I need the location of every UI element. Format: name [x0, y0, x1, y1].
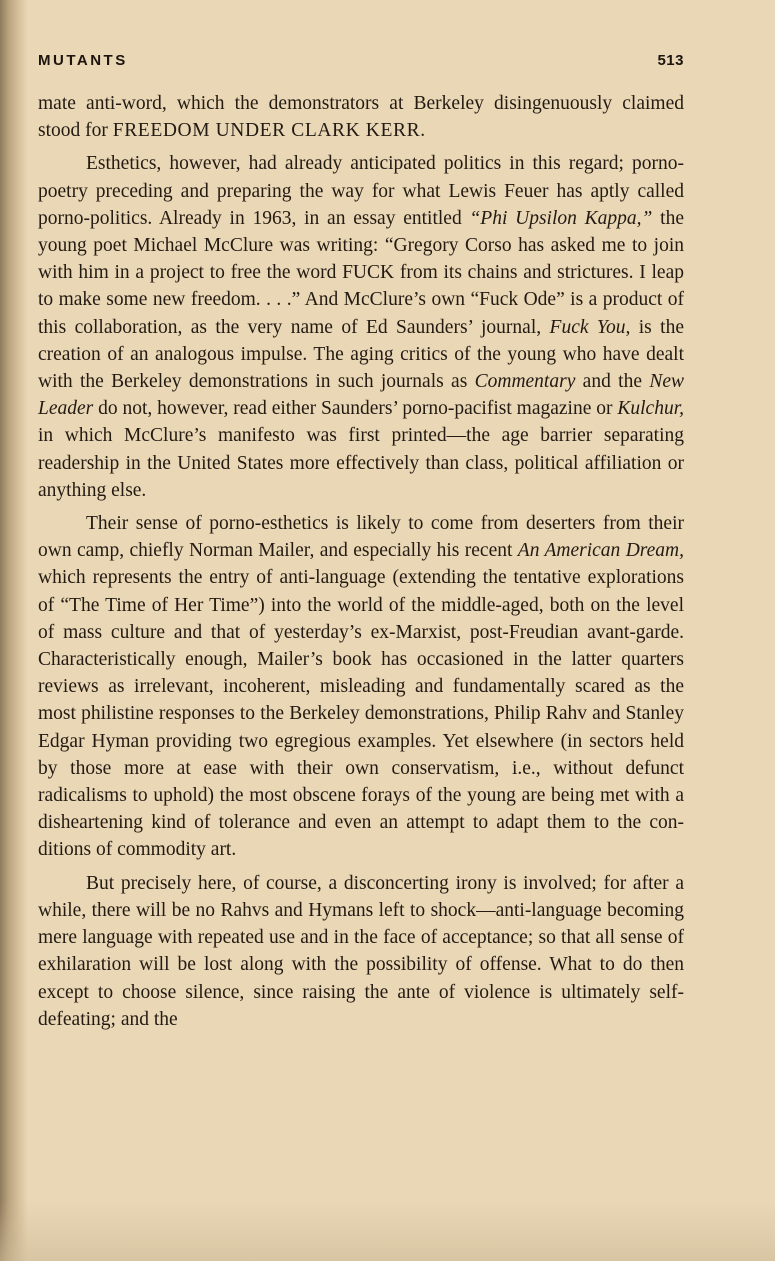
text-run: But precisely here, of course, a disconcerting irony is involved; for after a while, there will be no Rahvs and Hymans left to shock—anti-language becoming mere language with repeated use and in the face of acceptance; so that all sense of exhilaration will be lost along with the possibility of offense. What to do then except to choose silence, since raising the ante of violence is ultimately self-defeating; and the — [38, 872, 684, 1030]
text-run: which represents the entry of anti-language (extending the tentative explorations of “The Time of Her Time”) into the world of the middle-aged, both on the level of mass culture and that of yesterday’s ex-Marxist, post-Freudian avant-garde. Characteristically enough, Mailer’s book has occasioned in the latter quarters reviews as irrelevant, incoherent, misleading and fundamentally scared as the most philistine responses to the Berkeley demonstrations, Philip Rahv and Stanley Edgar Hyman providing two egregious examples. Yet elsewhere (in sectors held by those more at ease with their own conservatism, i.e., without defunct radicalisms to uphold) the most obscene forays of the young are being met with a disheartening kind of tolerance and even an attempt to adapt them to the conditions of commodity art. — [38, 567, 684, 861]
body-text — [38, 90, 684, 1033]
text-run: Their sense of porno-esthetics is likely to come from deserters from their own camp, chiefly Norman Mailer, and especially his recent — [38, 513, 684, 562]
text-run: do not, however, read either Saunders’ porno-pacifist magazine or — [93, 398, 618, 420]
body-paragraph — [38, 150, 684, 504]
running-head — [38, 52, 684, 90]
book-page — [38, 52, 684, 1039]
italic-title: An American Dream, — [517, 540, 685, 562]
page-number: 513 — [657, 52, 684, 69]
italic-title: “Phi Upsilon Kappa,” — [469, 207, 653, 229]
caps-phrase: FREEDOM UNDER CLARK KERR. — [112, 120, 426, 142]
italic-title: Commentary — [474, 371, 576, 393]
text-run: and the — [575, 371, 650, 393]
italic-title: Fuck You, — [549, 316, 631, 338]
text-run: Esthetics, however, had already anticipated politics in this regard; porno-poetry preceding and preparing the way for what Lewis Feuer has aptly called porno-politics. Already in 1963, in an essay entitled — [38, 153, 684, 229]
text-run: mate anti-word, which the demonstrators at Berkeley disingenuously claimed stood for — [38, 93, 684, 142]
text-run: the young poet Michael McClure was writing: “Gregory Corso has asked me to join with him in a project to free the word FUCK from its chains and strictures. I leap to make some new freedom. . . .” And McClure’s own “Fuck Ode” is a product of this collaboration, as the very name of Ed Saunders’ journal, — [38, 207, 684, 338]
italic-title: New Leader — [38, 371, 684, 420]
body-paragraph — [38, 870, 684, 1033]
text-run: in which McClure’s manifesto was first printed—the age barrier separating readership in the United States more effectively than class, political affiliation or anything else. — [38, 425, 684, 501]
running-head-title: MUTANTS — [38, 52, 128, 69]
body-paragraph — [38, 90, 684, 144]
body-paragraph — [38, 510, 684, 864]
italic-title: Kulchur, — [617, 398, 684, 420]
page-bottom-shadow — [0, 1201, 775, 1261]
page-gutter-shadow — [0, 0, 28, 1261]
text-run: is the creation of an analogous impulse. The aging critics of the young who have dealt with the Berkeley demonstrations in such journals as — [38, 316, 684, 393]
